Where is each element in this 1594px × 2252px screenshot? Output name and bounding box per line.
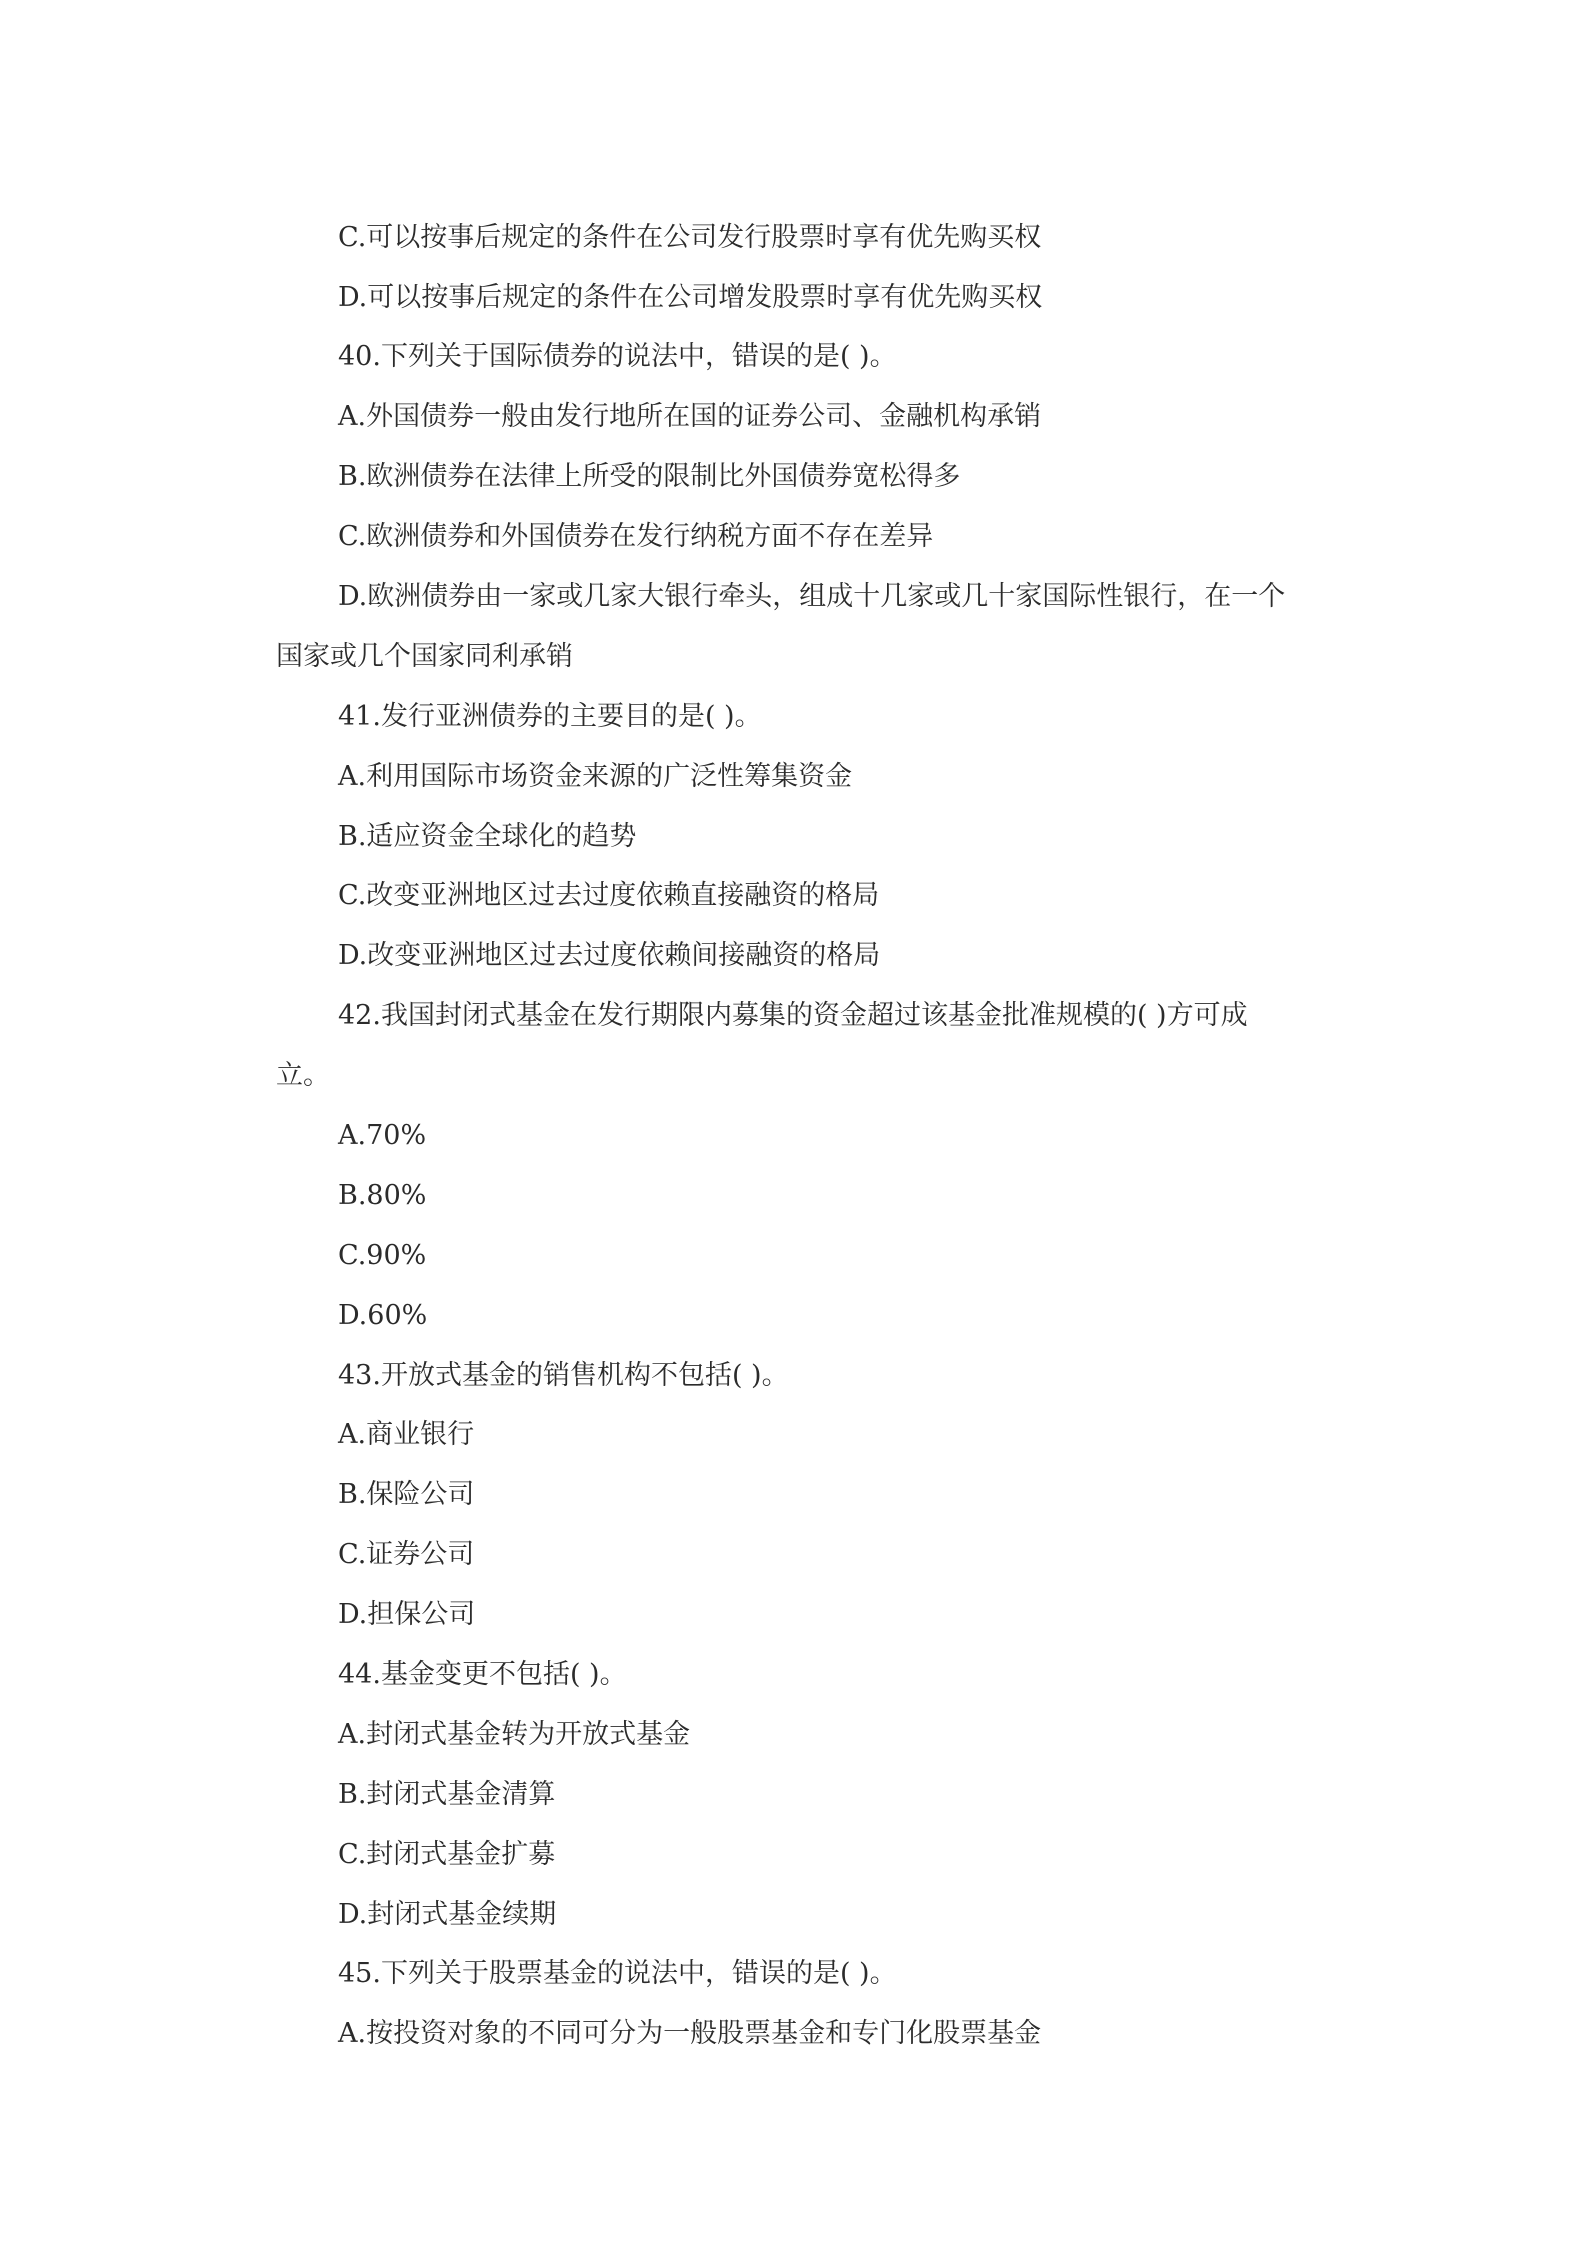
question-40: 40.下列关于国际债券的说法中，错误的是( )。	[338, 341, 897, 372]
option-44b: B.封闭式基金清算	[338, 1779, 556, 1810]
option-43b: B.保险公司	[338, 1479, 475, 1510]
option-39c: C.可以按事后规定的条件在公司发行股票时享有优先购买权	[338, 222, 1042, 253]
question-42-continued: 立。	[276, 1060, 330, 1091]
option-44d: D.封闭式基金续期	[338, 1899, 557, 1930]
option-42a: A.70%	[338, 1120, 427, 1151]
option-40d: D.欧洲债券由一家或几家大银行牵头，组成十几家或几十家国际性银行，在一个	[338, 581, 1286, 612]
option-39d: D.可以按事后规定的条件在公司增发股票时享有优先购买权	[338, 282, 1043, 313]
option-42b: B.80%	[338, 1180, 427, 1211]
question-41: 41.发行亚洲债券的主要目的是( )。	[338, 701, 762, 732]
option-41b: B.适应资金全球化的趋势	[338, 821, 637, 852]
option-44c: C.封闭式基金扩募	[338, 1839, 556, 1870]
option-42d: D.60%	[338, 1300, 428, 1331]
question-45: 45.下列关于股票基金的说法中，错误的是( )。	[338, 1958, 897, 1989]
option-41c: C.改变亚洲地区过去过度依赖直接融资的格局	[338, 880, 880, 911]
option-43c: C.证券公司	[338, 1539, 475, 1570]
option-40c: C.欧洲债券和外国债券在发行纳税方面不存在差异	[338, 521, 934, 552]
option-45a: A.按投资对象的不同可分为一般股票基金和专门化股票基金	[338, 2018, 1042, 2049]
option-43a: A.商业银行	[338, 1419, 475, 1450]
option-40b: B.欧洲债券在法律上所受的限制比外国债券宽松得多	[338, 461, 961, 492]
question-43: 43.开放式基金的销售机构不包括( )。	[338, 1360, 789, 1391]
option-40a: A.外国债券一般由发行地所在国的证券公司、金融机构承销	[338, 401, 1042, 432]
option-44a: A.封闭式基金转为开放式基金	[338, 1719, 691, 1750]
option-41a: A.利用国际市场资金来源的广泛性筹集资金	[338, 761, 853, 792]
option-43d: D.担保公司	[338, 1599, 476, 1630]
question-44: 44.基金变更不包括( )。	[338, 1659, 627, 1690]
option-40d-continued: 国家或几个国家同利承销	[276, 641, 573, 672]
question-42: 42.我国封闭式基金在发行期限内募集的资金超过该基金批准规模的( )方可成	[338, 1000, 1248, 1031]
option-41d: D.改变亚洲地区过去过度依赖间接融资的格局	[338, 940, 881, 971]
option-42c: C.90%	[338, 1240, 427, 1271]
